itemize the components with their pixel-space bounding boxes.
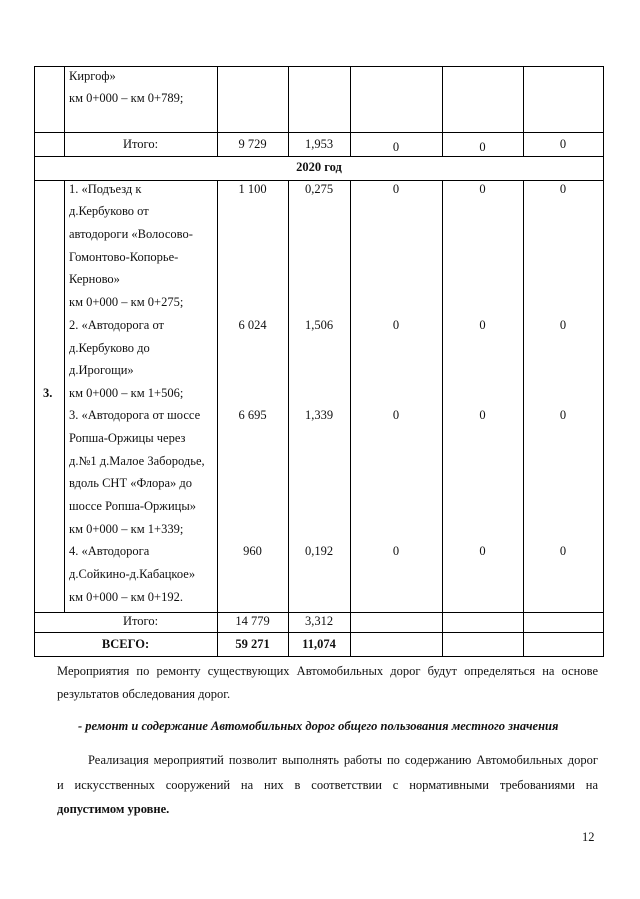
table-cell-value: 0 xyxy=(559,137,567,151)
table-cell-value: 0 xyxy=(392,140,400,154)
table-cell-value: 0 xyxy=(559,182,567,196)
total-label: ВСЕГО: xyxy=(101,637,150,651)
table-cell-value: 0 xyxy=(559,318,567,332)
table-cell-value: 0,275 xyxy=(304,182,334,196)
table-cell-value: 0 xyxy=(479,140,486,154)
table-col-divider xyxy=(64,180,65,612)
page-number: 12 xyxy=(582,830,595,844)
table-cell-value: 0 xyxy=(559,408,567,422)
item-text-line: автодороги «Волосово- xyxy=(69,227,193,241)
table-row-divider xyxy=(34,632,604,633)
item-text-line: км 0+000 – км 0+275; xyxy=(69,295,184,309)
item-text-line: Гомонтово-Копорье- xyxy=(69,250,179,264)
table-cell-text: км 0+000 – км 0+789; xyxy=(69,91,184,105)
table-cell-value: 3,312 xyxy=(304,614,334,628)
itogo-label: Итого: xyxy=(122,137,159,151)
paragraph-line: Реализация мероприятий позволит выполнять работы по содержанию Автомобильных дорог xyxy=(88,753,598,767)
table-cell-value: 0 xyxy=(479,182,486,196)
item-text-line: км 0+000 – км 1+506; xyxy=(69,386,184,400)
table-cell-value: 14 779 xyxy=(235,614,270,628)
table-cell-value: 0 xyxy=(392,182,400,196)
paragraph-line: и искусственных сооружений на них в соответствии с нормативными требованиями на xyxy=(57,778,598,792)
table-border-bottom xyxy=(34,656,604,657)
table-cell-value: 9 729 xyxy=(238,137,267,151)
table-border-left xyxy=(34,66,35,656)
paragraph-line: допустимом уровне. xyxy=(57,802,170,816)
total-value: 59 271 xyxy=(235,637,270,651)
table-cell-text: Киргоф» xyxy=(69,69,116,83)
item-text-line: д.Кербуково до xyxy=(69,341,150,355)
item-text-line: Керново» xyxy=(69,272,120,286)
table-cell-value: 1,339 xyxy=(304,408,334,422)
table-cell-value: 0 xyxy=(392,544,400,558)
table-cell-value: 0 xyxy=(479,544,486,558)
table-row-divider xyxy=(34,156,604,157)
table-cell-value: 0 xyxy=(392,318,400,332)
item-text-line: 1. «Подъезд к xyxy=(69,182,142,196)
item-text-line: д.Ирогощи» xyxy=(69,363,134,377)
table-cell-value: 1,506 xyxy=(304,318,334,332)
table-cell-value: 6 024 xyxy=(238,318,267,332)
total-value: 11,074 xyxy=(302,637,336,651)
item-text-line: вдоль СНТ «Флора» до xyxy=(69,476,192,490)
table-cell-value: 960 xyxy=(243,544,262,558)
item-text-line: д.Сойкино-д.Кабацкое» xyxy=(69,567,196,581)
item-text-line: км 0+000 – км 0+192. xyxy=(69,590,183,604)
table-cell-value: 0 xyxy=(479,318,486,332)
itogo-label: Итого: xyxy=(122,614,159,628)
item-text-line: Ропша-Оржицы через xyxy=(69,431,186,445)
item-text-line: 4. «Автодорога xyxy=(69,544,150,558)
table-cell-value: 1,953 xyxy=(304,137,334,151)
table-border-right xyxy=(603,66,604,656)
item-text-line: км 0+000 – км 1+339; xyxy=(69,522,184,536)
table-cell-value: 0,192 xyxy=(304,544,334,558)
year-header: 2020 год xyxy=(296,160,342,174)
table-cell-value: 0 xyxy=(392,408,400,422)
item-text-line: 2. «Автодорога от xyxy=(69,318,165,332)
section-number: 3. xyxy=(43,386,53,400)
section-heading: - ремонт и содержание Автомобильных дорог общего пользования местного значения xyxy=(78,719,559,733)
item-text-line: 3. «Автодорога от шоссе xyxy=(69,408,201,422)
paragraph-line: результатов обследования дорог. xyxy=(57,687,231,701)
table-border-top xyxy=(34,66,604,67)
table-cell-value: 0 xyxy=(479,408,486,422)
paragraph-line: Мероприятия по ремонту существующих Автомобильных дорог будут определяться на основе xyxy=(57,664,598,678)
table-row-divider xyxy=(34,132,604,133)
item-text-line: д.Кербуково от xyxy=(69,204,149,218)
item-text-line: д.№1 д.Малое Забородье, xyxy=(69,454,205,468)
item-text-line: шоссе Ропша-Оржицы» xyxy=(69,499,196,513)
table-cell-value: 6 695 xyxy=(238,408,267,422)
table-cell-value: 1 100 xyxy=(238,182,267,196)
table-cell-value: 0 xyxy=(559,544,567,558)
